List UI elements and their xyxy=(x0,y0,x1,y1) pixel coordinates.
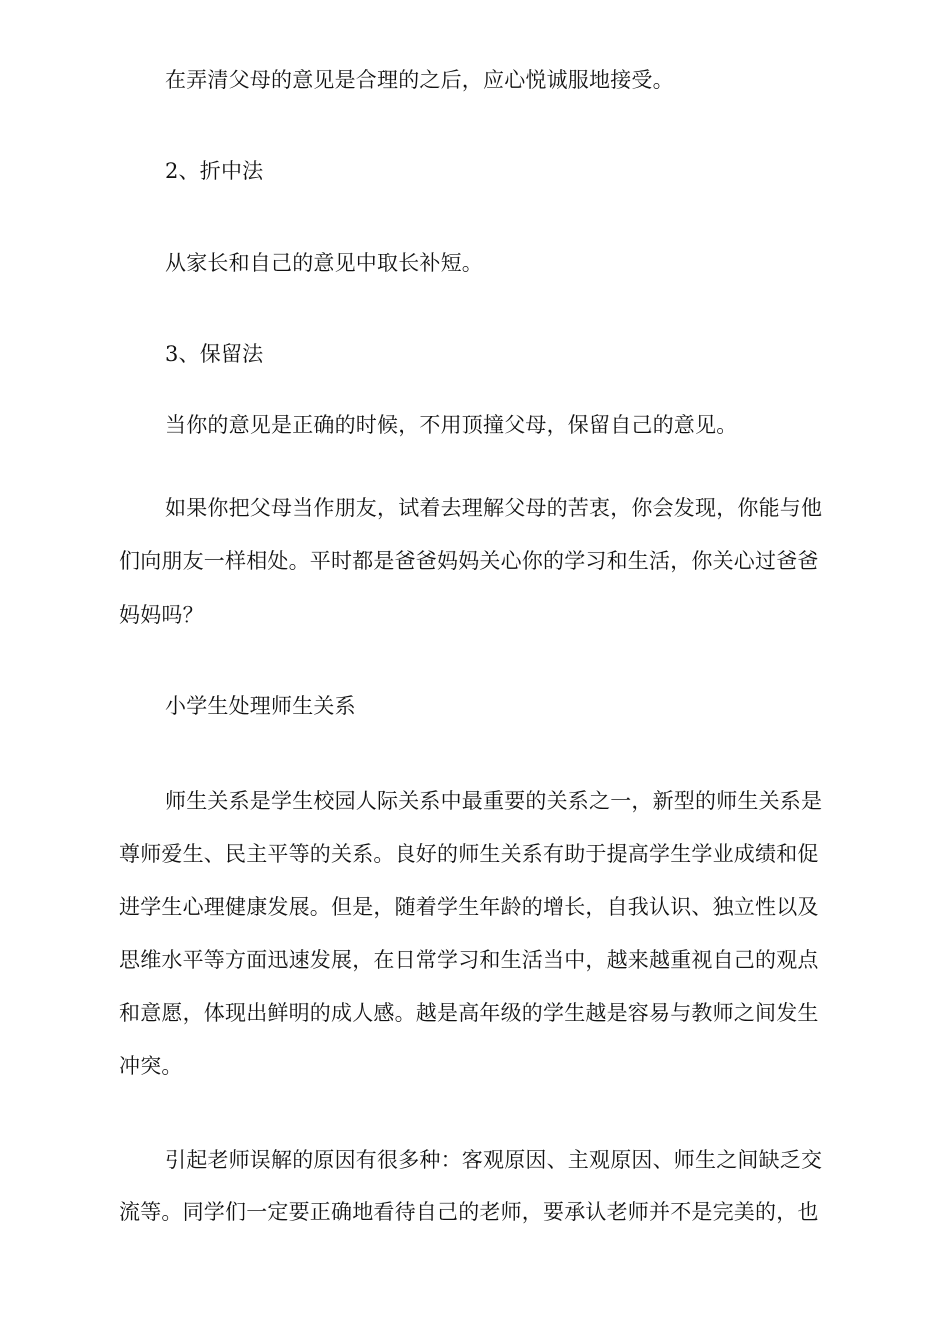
paragraph-compromise-line-1: 从家长和自己的意见中取长补短。 xyxy=(165,251,483,275)
paragraph-parents-friends-line-3: 妈妈吗？ xyxy=(119,603,204,627)
paragraph-teacher-student-line-5: 和意愿，体现出鲜明的成人感。越是高年级的学生越是容易与教师之间发生 xyxy=(119,1001,819,1025)
paragraph-misunderstanding-line-1: 引起老师误解的原因有很多种：客观原因、主观原因、师生之间缺乏交 xyxy=(165,1148,823,1172)
paragraph-accept-line-1: 在弄清父母的意见是合理的之后，应心悦诚服地接受。 xyxy=(165,68,674,92)
heading-reserve-method: 3、保留法 xyxy=(165,342,264,366)
paragraph-teacher-student-line-3: 进学生心理健康发展。但是，随着学生年龄的增长，自我认识、独立性以及 xyxy=(119,895,819,919)
paragraph-misunderstanding-line-2: 流等。同学们一定要正确地看待自己的老师，要承认老师并不是完美的，也 xyxy=(119,1200,819,1224)
heading-compromise-method: 2、折中法 xyxy=(165,159,264,183)
heading-teacher-student-relations: 小学生处理师生关系 xyxy=(165,694,356,718)
paragraph-teacher-student-line-2: 尊师爱生、民主平等的关系。良好的师生关系有助于提高学生学业成绩和促 xyxy=(119,842,819,866)
paragraph-parents-friends-line-2: 们向朋友一样相处。平时都是爸爸妈妈关心你的学习和生活，你关心过爸爸 xyxy=(119,549,819,573)
paragraph-parents-friends-line-1: 如果你把父母当作朋友，试着去理解父母的苦衷，你会发现，你能与他 xyxy=(165,496,823,520)
paragraph-teacher-student-line-1: 师生关系是学生校园人际关系中最重要的关系之一，新型的师生关系是 xyxy=(165,789,823,813)
paragraph-teacher-student-line-4: 思维水平等方面迅速发展，在日常学习和生活当中，越来越重视自己的观点 xyxy=(119,948,819,972)
paragraph-reserve-line-1: 当你的意见是正确的时候，不用顶撞父母，保留自己的意见。 xyxy=(165,413,738,437)
paragraph-teacher-student-line-6: 冲突。 xyxy=(119,1054,183,1078)
